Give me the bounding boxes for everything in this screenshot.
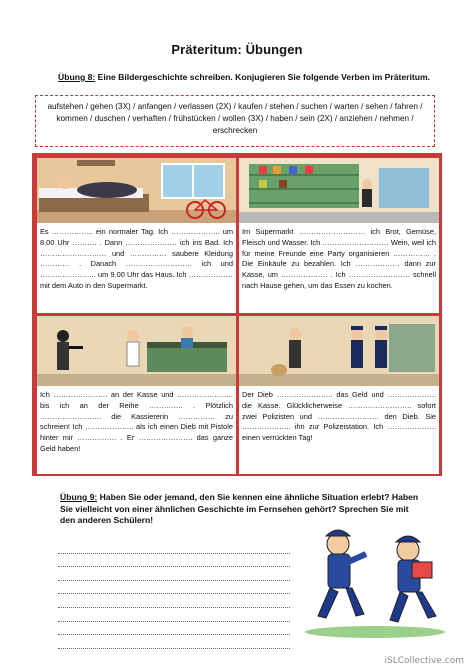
answer-line[interactable] [58, 635, 290, 649]
page-title: Präteritum: Übungen [171, 42, 303, 57]
panel-checkout [37, 316, 236, 474]
panel-checkout-text: Ich …………………. an der Kasse und ………………….. bis ich an der Reihe ………….. . Plötzlich ……………………. die Kassiererin …………… zu schreien! Ich ……………….. als ich einen Dieb mit Pistole hinter mir ……………. . Er …………………. das ganze Geld haben! [40, 390, 233, 453]
panel-bedroom [37, 158, 236, 313]
footer-brand: iSLCollective.com [384, 656, 464, 666]
bedroom-illustration [37, 158, 236, 223]
task8-heading [58, 72, 438, 82]
answer-line[interactable] [58, 554, 290, 568]
supermarket-illustration [239, 158, 439, 223]
task9-label: Übung 9: [60, 492, 98, 502]
checkout-illustration [37, 316, 236, 386]
task8-label: Übung 8: [58, 72, 96, 82]
task9-question: Haben Sie oder jemand, den Sie kennen eine ähnliche Situation erlebt? Haben Sie vielleicht von einer ähnlichen Geschichte im Fernsehen gehört? Sprechen Sie mit den anderen Schülern! [60, 492, 419, 525]
answer-line[interactable] [58, 622, 290, 636]
panel-supermarket [239, 158, 439, 313]
verb-list-box [35, 95, 435, 147]
panel-police [239, 316, 439, 474]
verb-list: aufstehen / gehen (3X) / anfangen / verlassen (2X) / kaufen / stehen / suchen / warten / sehen / fahren / kommen / duschen / verhaften / frühstücken / wollen (3X) / haben / sein (2X) / anziehen / nehmen / erschrecken [47, 102, 423, 135]
police-chase-cartoon [300, 520, 450, 640]
answer-line[interactable] [58, 567, 290, 581]
picture-story-grid [32, 153, 442, 476]
answer-line[interactable] [58, 540, 290, 554]
panel-supermarket-text: Im Supermarkt ……………………… ich Brot, Gemüse, Fleisch und Wasser. Ich ……………………… Wein, weil ich für meine Freunde eine Party organisieren …………… . Die Einkäufe zu bezahlen. Ich ……………… dann zur Kasse, um ………………. . Ich ……………………. schnell nach Hause gehen, um das Essen zu kochen. [242, 227, 436, 290]
panel-police-text: Der Dieb ………………….. das Geld und ……………….. die Kasse. Glücklicherweise …………………….. sofort zwei Polizisten und ……………………. den Dieb. Sie ……………….. ihn zur Polizeistation. Ich ……………….. einen verrückten Tag! [242, 390, 436, 443]
answer-line[interactable] [58, 581, 290, 595]
answer-lines [58, 540, 290, 649]
answer-line[interactable] [58, 608, 290, 622]
answer-line[interactable] [58, 594, 290, 608]
task8-instruction: Eine Bildergeschichte schreiben. Konjugieren Sie folgende Verben im Präteritum. [95, 72, 431, 82]
police-illustration [239, 316, 439, 386]
panel-bedroom-text: Es …………….. ein normaler Tag. Ich ……………….. um 8.00 Uhr ………. . Dann ………………… ich ins Bad. Ich ……………………… und …………… saubere Kleidung ………… . Danach ……………………… ich und ………………….. um 9.00 Uhr das Haus. Ich ……………… mit dem Auto in den Supermarkt. [40, 227, 233, 290]
